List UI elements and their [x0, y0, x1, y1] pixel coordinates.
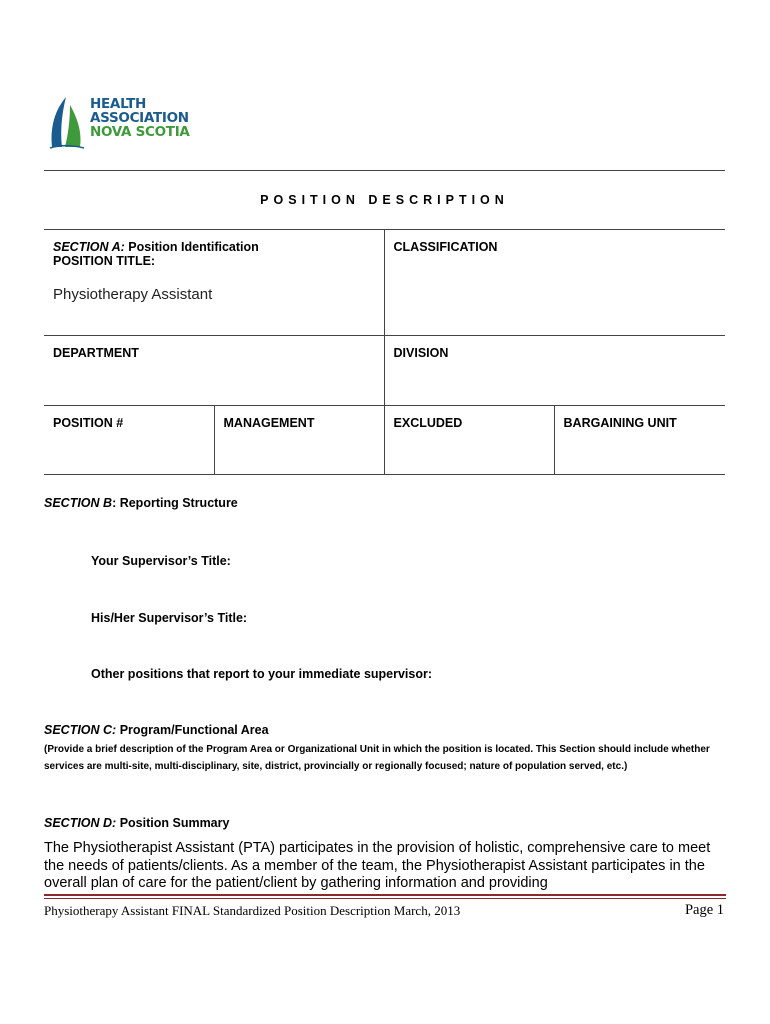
- bargaining-unit-cell[interactable]: [554, 406, 725, 475]
- footer-document-name: Physiotherapy Assistant FINAL Standardized Position Description March, 2013: [44, 903, 461, 918]
- section-b-label: SECTION B: [44, 496, 113, 510]
- position-title-label: POSITION TITLE:: [53, 254, 156, 268]
- management-cell[interactable]: [214, 406, 384, 475]
- department-cell[interactable]: [44, 336, 384, 406]
- section-a-title: Position Identification: [124, 240, 259, 254]
- excluded-label: EXCLUDED: [393, 416, 463, 430]
- top-divider: [44, 170, 725, 171]
- classification-label: CLASSIFICATION: [393, 240, 498, 254]
- section-d-heading: [44, 816, 229, 830]
- section-c-label: SECTION C:: [44, 723, 117, 737]
- logo-line-health: HEALTH: [90, 96, 147, 112]
- department-label: DEPARTMENT: [53, 346, 139, 360]
- section-a-heading: [53, 240, 375, 254]
- section-b-heading: [44, 496, 238, 510]
- sail-logo-icon: [48, 95, 88, 151]
- position-summary-text: The Physiotherapist Assistant (PTA) participates in the provision of holistic, comprehensive care to meet the needs of patients/clients. As a member of the team, the Physiotherapist Assistant participates in the overall plan of care for the patient/client by gathering information and providing: [44, 840, 711, 891]
- section-d-label: SECTION D:: [44, 816, 117, 830]
- section-a-label: SECTION A:: [53, 240, 125, 254]
- logo-wordmark: [90, 97, 190, 139]
- management-label: MANAGEMENT: [223, 416, 315, 430]
- section-c-instructions: (Provide a brief description of the Program Area or Organizational Unit in which the position is located. This Section should include whether services are multi-site, multi-disciplinary, site, district, provincially or regionally focused; nature of population served, etc.): [44, 744, 710, 772]
- footer-divider: [44, 894, 726, 896]
- position-number-label: POSITION #: [53, 416, 124, 430]
- section-d-title: Position Summary: [116, 816, 230, 830]
- footer-divider-thin: [44, 898, 726, 899]
- position-number-cell[interactable]: [44, 406, 214, 475]
- classification-cell[interactable]: [384, 230, 725, 336]
- section-b-title: : Reporting Structure: [112, 496, 238, 510]
- position-title-value: Physiotherapy Assistant: [53, 286, 213, 303]
- document-title: POSITION DESCRIPTION: [260, 193, 509, 207]
- page-number: Page 1: [684, 902, 724, 918]
- position-identification-table: [44, 229, 725, 475]
- division-cell[interactable]: [384, 336, 725, 406]
- bargaining-unit-label: BARGAINING UNIT: [563, 416, 677, 430]
- supervisors-supervisor-title-question: His/Her Supervisor’s Title:: [91, 611, 248, 625]
- division-label: DIVISION: [393, 346, 449, 360]
- supervisor-title-question: Your Supervisor’s Title:: [91, 554, 231, 568]
- position-title-cell[interactable]: [44, 230, 384, 336]
- logo-line-nova-scotia: NOVA SCOTIA: [90, 124, 190, 140]
- logo-line-association: ASSOCIATION: [90, 110, 189, 126]
- organization-logo: [48, 95, 198, 151]
- section-c-title: Program/Functional Area: [116, 723, 269, 737]
- excluded-cell[interactable]: [384, 406, 554, 475]
- other-positions-question: Other positions that report to your immediate supervisor:: [91, 667, 433, 681]
- section-c-heading: [44, 723, 269, 737]
